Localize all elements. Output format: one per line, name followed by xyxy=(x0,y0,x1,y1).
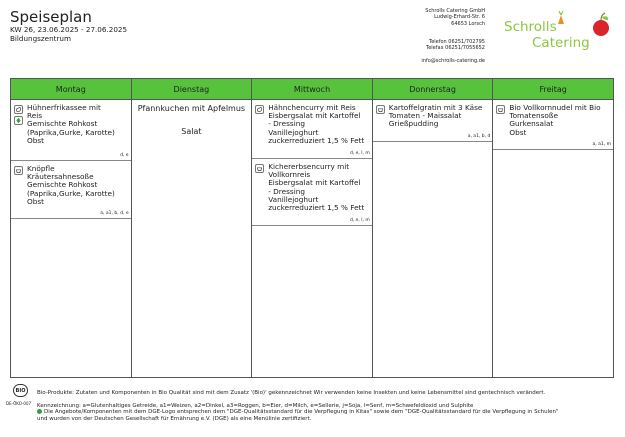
allergen-codes: a, a1, b, d xyxy=(467,134,491,139)
meal-line: Grießpudding xyxy=(388,119,439,129)
dge-notice-cont: und wurden von der Deutschen Gesellschaft für Ernährung e.V. (DGE) als eine Menülinie zertifiziert. xyxy=(37,415,312,422)
allergen-codes: d, e xyxy=(120,153,129,158)
meal-line: Knöpfle xyxy=(27,164,55,173)
allergen-codes: d, e, l, m xyxy=(349,151,370,156)
dge-icon xyxy=(37,409,42,414)
company-street: Ludwig-Erhard-Str. 6 xyxy=(434,14,485,21)
meal-line: Vollkornreis xyxy=(268,170,311,180)
logo-word-catering: Catering xyxy=(532,35,590,51)
day-column-montag xyxy=(11,79,132,377)
meal-line: Pfannkuchen mit Apfelmus xyxy=(137,104,246,113)
day-header-dienstag: Dienstag xyxy=(132,79,252,100)
meal-card[interactable] xyxy=(252,100,372,159)
vegetarian-icon xyxy=(255,164,264,173)
chicken-icon xyxy=(255,105,264,114)
meal-line: Gemischte Rohkost xyxy=(27,180,98,190)
meal-line: Obst xyxy=(509,127,527,137)
company-address xyxy=(421,8,485,65)
meal-line: Hähnchencurry mit Reis xyxy=(268,103,356,112)
allergen-codes: d, e, l, m xyxy=(349,218,370,223)
logo-word-schrolls: Schrolls xyxy=(504,19,557,35)
meal-line: Eisbergsalat mit Kartoffel xyxy=(268,178,361,188)
meal-line: Kichererbsencurry mit xyxy=(268,162,350,171)
company-fax: Telefax 06251/7055652 xyxy=(426,45,485,52)
day-column-mittwoch xyxy=(252,79,373,377)
vegetarian-icon xyxy=(496,105,505,114)
allergen-codes: a, a1, m xyxy=(592,142,611,147)
dge-notice: Die Angebote/Komponenten mit dem DGE-Logo entsprechen dem "DGE-Qualitätsstandard für die Verpflegung in Kitas" sowie dem "DGE-Qualitätsstandard für die Verpflegung in Schulen" xyxy=(44,409,559,416)
day-column-dienstag xyxy=(132,79,253,377)
meal-line: Vanillejoghurt xyxy=(268,194,319,204)
meal-line: Obst xyxy=(27,196,45,206)
menu-table xyxy=(10,78,614,378)
week-range: KW 26, 23.06.2025 - 27.06.2025 xyxy=(10,25,128,34)
day-header-mittwoch: Mittwoch xyxy=(252,79,372,100)
bio-code: DE-ÖKO-007 xyxy=(6,401,32,406)
meal-line: Tomatensoße xyxy=(509,111,558,121)
meal-line: Kräutersahnesoße xyxy=(27,172,94,182)
company-city: 64653 Lorsch xyxy=(451,20,485,27)
allergen-codes: a, a1, b, d, e xyxy=(100,211,129,216)
meal-line: Gemischte Rohkost xyxy=(27,119,98,129)
chicken-icon xyxy=(14,105,23,114)
bio-notice: Bio-Produkte: Zutaten und Komponenten in Bio Qualität sind mit dem Zusatz '(Bio)' gekennzeichnet Wir verwenden keine Insekten und keine Lebensmittel sind gentechnisch verändert. xyxy=(37,390,546,396)
meal-line: Hühnerfrikassee mit xyxy=(27,103,101,112)
vegetarian-icon xyxy=(14,166,23,175)
day-column-freitag xyxy=(493,79,613,377)
meal-card[interactable] xyxy=(373,100,493,142)
day-header-donnerstag: Donnerstag xyxy=(373,79,493,100)
apple-icon xyxy=(590,12,612,38)
page-title: Speiseplan xyxy=(10,8,92,26)
meal-line: Obst xyxy=(27,135,45,145)
meal-line: Eisbergsalat mit Kartoffel xyxy=(268,111,361,121)
meal-line: Kartoffelgratin mit 3 Käse xyxy=(388,103,483,112)
legend xyxy=(37,403,559,422)
meal-line: Gurkensalat xyxy=(509,119,554,129)
company-name: Schrolls Catering GmbH xyxy=(425,8,485,14)
meal-line: zuckerreduziert 1,5 % Fett xyxy=(268,203,365,213)
day-header-freitag: Freitag xyxy=(493,79,613,100)
meal-line: Bio Vollkornnudel mit Bio xyxy=(509,103,601,112)
meal-line: Vanillejoghurt xyxy=(268,127,319,137)
meal-line: - Dressing xyxy=(268,186,305,196)
location: Bildungszentrum xyxy=(10,34,71,43)
company-logo xyxy=(504,8,614,58)
company-phone: Telefon 06251/702795 xyxy=(428,38,485,45)
meal-line: Tomaten - Maissalat xyxy=(388,111,462,121)
meal-line: Salat xyxy=(181,127,202,136)
day-column-donnerstag xyxy=(373,79,494,377)
meal-line: zuckerreduziert 1,5 % Fett xyxy=(268,135,365,145)
company-email[interactable]: info@schrolls-catering.de xyxy=(421,58,485,65)
allergen-legend: Kennzeichnung: a=Glutenhaltiges Getreide, a1=Weizen, a2=Dinkel, a3=Roggen, b=Eier, d=Milch, e=Sellerie, j=Soja, l=Senf, m=Schwefeldioxid und Sulphite xyxy=(37,403,474,409)
meal-card[interactable] xyxy=(252,159,372,226)
meal-card[interactable] xyxy=(132,100,252,137)
meal-card[interactable] xyxy=(493,100,613,150)
meal-card[interactable] xyxy=(11,161,131,219)
vegetarian-icon xyxy=(376,105,385,114)
day-header-montag: Montag xyxy=(11,79,131,100)
meal-line: - Dressing xyxy=(268,119,305,129)
week-info xyxy=(10,25,127,43)
carrot-icon xyxy=(556,11,566,25)
bio-logo: BIO xyxy=(13,384,28,397)
meal-line: (Paprika,Gurke, Karotte) xyxy=(27,188,115,198)
meal-line: Reis xyxy=(27,111,43,121)
meal-line: (Paprika,Gurke, Karotte) xyxy=(27,127,115,137)
dge-icon xyxy=(14,116,23,125)
meal-card[interactable] xyxy=(11,100,131,161)
